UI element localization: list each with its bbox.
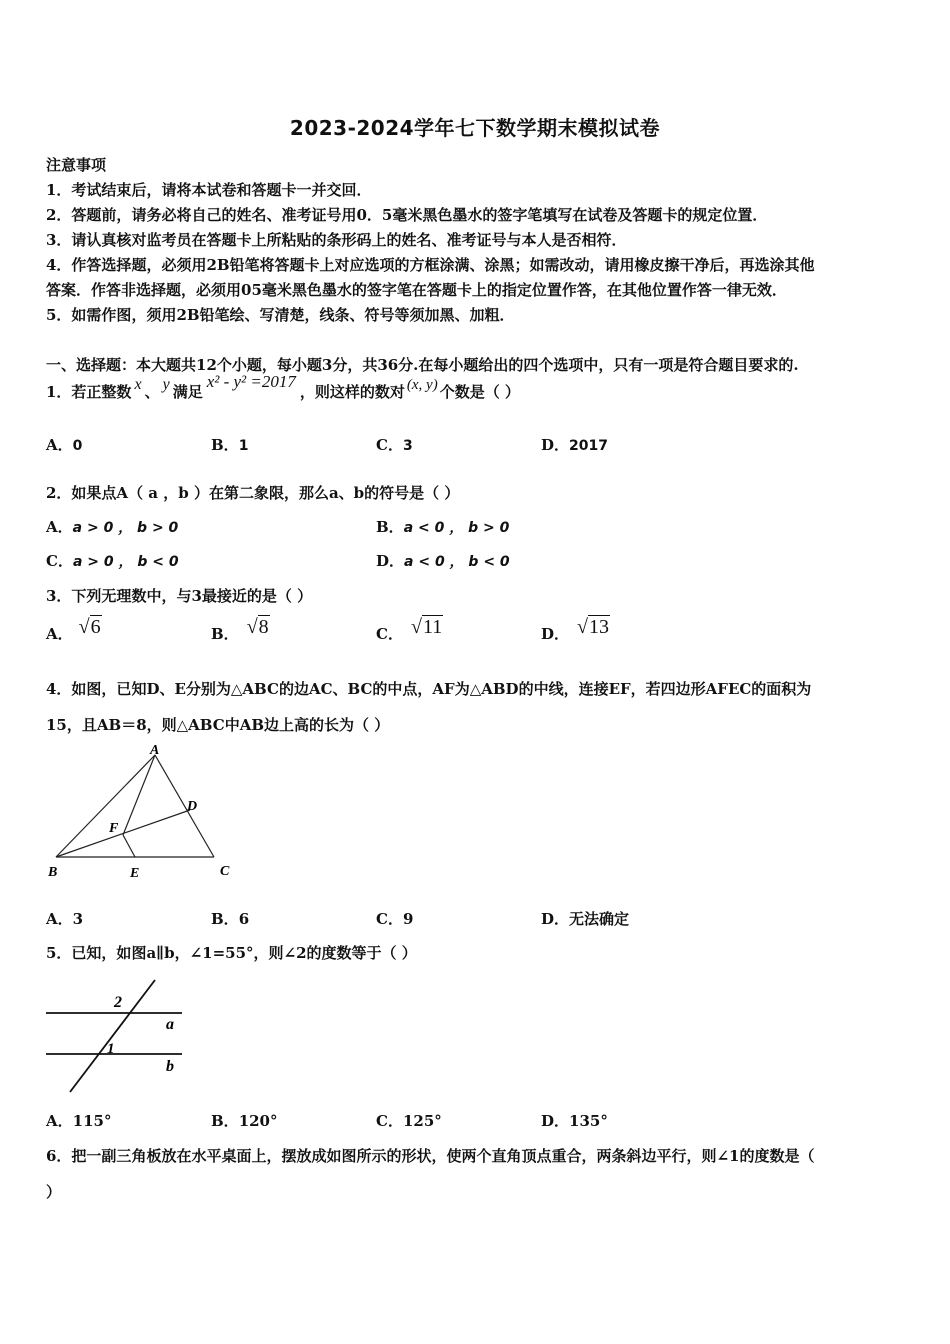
vertex-label-a: A: [150, 743, 160, 758]
option-value: 120°: [238, 1112, 278, 1130]
notice-item: 5．如需作图，须用2B铅笔绘、写清楚，线条、符号等须加黑、加粗．: [46, 306, 515, 324]
option-value: 1: [238, 438, 249, 454]
option-a: [46, 434, 82, 455]
page-title: 2023-2024学年七下数学期末模拟试卷: [289, 116, 661, 140]
question-6-line2: ）: [46, 1183, 62, 1201]
option-c: [376, 1110, 442, 1131]
option-label: A．: [46, 625, 73, 643]
sqrt-expression: √11: [410, 616, 443, 638]
option-b: [211, 616, 270, 645]
option-label: C．: [376, 910, 403, 928]
q1-text: 、: [144, 383, 160, 401]
sqrt-expression: √6: [78, 616, 101, 638]
question-2: 2．如果点A（ a ，b ）在第二象限，那么a、b的符号是（ ）: [46, 484, 460, 502]
option-a: [46, 908, 83, 929]
option-label: C．: [376, 436, 403, 454]
option-label: A．: [46, 910, 73, 928]
notice-heading: 注意事项: [46, 156, 107, 174]
triangle-figure: [44, 742, 244, 884]
option-c: [46, 550, 179, 571]
option-value: 3: [402, 438, 413, 454]
q1-text: ，则这样的数对: [299, 383, 405, 401]
line-a-label: a: [166, 1016, 174, 1033]
option-label: A．: [46, 1112, 73, 1130]
option-label: A．: [46, 436, 73, 454]
option-label: B．: [211, 436, 239, 454]
q1-text: 个数是（ ）: [439, 383, 520, 401]
option-value: 125°: [402, 1112, 442, 1130]
question-3: 3．下列无理数中，与3最接近的是（ ）: [46, 587, 313, 605]
option-d: [541, 616, 610, 645]
section-heading: 一、选择题：本大题共12个小题，每小题3分，共36分.在每小题给出的四个选项中，只有一项是符合题目要求的.: [46, 356, 799, 374]
option-label: A．: [46, 518, 73, 536]
question-4-line2: 15，且AB＝8，则△ABC中AB边上高的长为（ ）: [46, 716, 390, 734]
sqrt-expression: √8: [246, 616, 269, 638]
option-value: 135°: [569, 1112, 608, 1130]
option-c: [376, 434, 413, 455]
question-1: [46, 372, 520, 402]
option-label: D．: [541, 436, 570, 454]
option-label: D．: [376, 552, 405, 570]
option-b: [376, 516, 509, 537]
vertex-label-b: B: [48, 865, 58, 880]
option-b: [211, 434, 248, 455]
option-a: [46, 616, 102, 645]
option-label: B．: [211, 625, 239, 643]
option-label: D．: [541, 1112, 570, 1130]
option-d: [541, 908, 629, 929]
option-value: 6: [90, 616, 101, 638]
option-value: a > 0 ， b > 0: [72, 520, 179, 536]
option-a: [46, 516, 178, 537]
option-value: 13: [589, 616, 609, 638]
option-value: a > 0 ， b < 0: [72, 554, 179, 570]
vertex-label-d: D: [187, 799, 198, 814]
angle-1-label: 1: [107, 1041, 115, 1057]
option-value: 0: [72, 438, 83, 454]
angle-2-label: 2: [114, 994, 122, 1011]
question-6-line1: 6．把一副三角板放在水平桌面上，摆放成如图所示的形状，使两个直角顶点重合，两条斜边平行，则∠1的度数是（: [46, 1147, 815, 1165]
option-value: 3: [72, 910, 84, 928]
option-d: [541, 1110, 608, 1131]
q1-pair: (x, y): [406, 377, 438, 393]
notice-item: 1．考试结束后，请将本试卷和答题卡一并交回．: [46, 181, 372, 199]
option-d: [376, 550, 510, 571]
option-label: C．: [376, 625, 403, 643]
option-label: C．: [46, 552, 73, 570]
sqrt-expression: √13: [577, 616, 609, 638]
option-a: [46, 1110, 111, 1131]
option-value: a < 0 ， b < 0: [404, 554, 510, 570]
option-label: D．: [541, 910, 570, 928]
option-d: [541, 434, 608, 455]
option-value: 11: [422, 616, 443, 638]
vertex-label-f: F: [109, 821, 119, 836]
vertex-label-e: E: [130, 866, 140, 881]
parallel-lines-figure: [44, 976, 194, 1098]
option-value: 无法确定: [569, 910, 630, 928]
notice-item: 答案．作答非选择题，必须用05毫米黑色墨水的签字笔在答题卡上的指定位置作答，在其他位置作答一律无效．: [46, 281, 787, 299]
option-value: 8: [258, 616, 269, 638]
option-label: C．: [376, 1112, 403, 1130]
line-b-label: b: [166, 1058, 174, 1075]
option-value: 2017: [569, 438, 608, 454]
vertex-label-c: C: [220, 864, 230, 879]
option-b: [211, 1110, 278, 1131]
option-c: [376, 908, 413, 929]
option-label: B．: [211, 1112, 239, 1130]
q1-text: 满足: [172, 383, 203, 401]
option-label: D．: [541, 625, 570, 643]
option-value: 115°: [72, 1112, 112, 1130]
option-value: 6: [238, 910, 250, 928]
option-b: [211, 908, 249, 929]
q1-var-y: y: [162, 376, 170, 393]
notice-item: 3．请认真核对监考员在答题卡上所粘贴的条形码上的姓名、准考证号与本人是否相符．: [46, 231, 627, 249]
question-5: 5．已知，如图a∥b，∠1=55°，则∠2的度数等于（ ）: [46, 944, 417, 962]
option-value: 9: [402, 910, 414, 928]
notice-item: 4．作答选择题，必须用2B铅笔将答题卡上对应选项的方框涂满、涂黑；如需改动，请用橡皮擦干净后，再选涂其他: [46, 256, 815, 274]
q1-var-x: x: [134, 376, 142, 393]
option-c: [376, 616, 443, 645]
q1-text: 1．若正整数: [46, 383, 132, 401]
question-4-line1: 4．如图，已知D、E分别为△ABC的边AC、BC的中点，AF为△ABD的中线，连接EF，若四边形AFEC的面积为: [46, 680, 812, 698]
option-label: B．: [376, 518, 404, 536]
option-label: B．: [211, 910, 239, 928]
q1-equation: x² - y² =2017: [206, 372, 296, 391]
notice-item: 2．答题前，请务必将自己的姓名、准考证号用0．5毫米黑色墨水的签字笔填写在试卷及答题卡的规定位置．: [46, 206, 768, 224]
option-value: a < 0 ， b > 0: [403, 520, 510, 536]
